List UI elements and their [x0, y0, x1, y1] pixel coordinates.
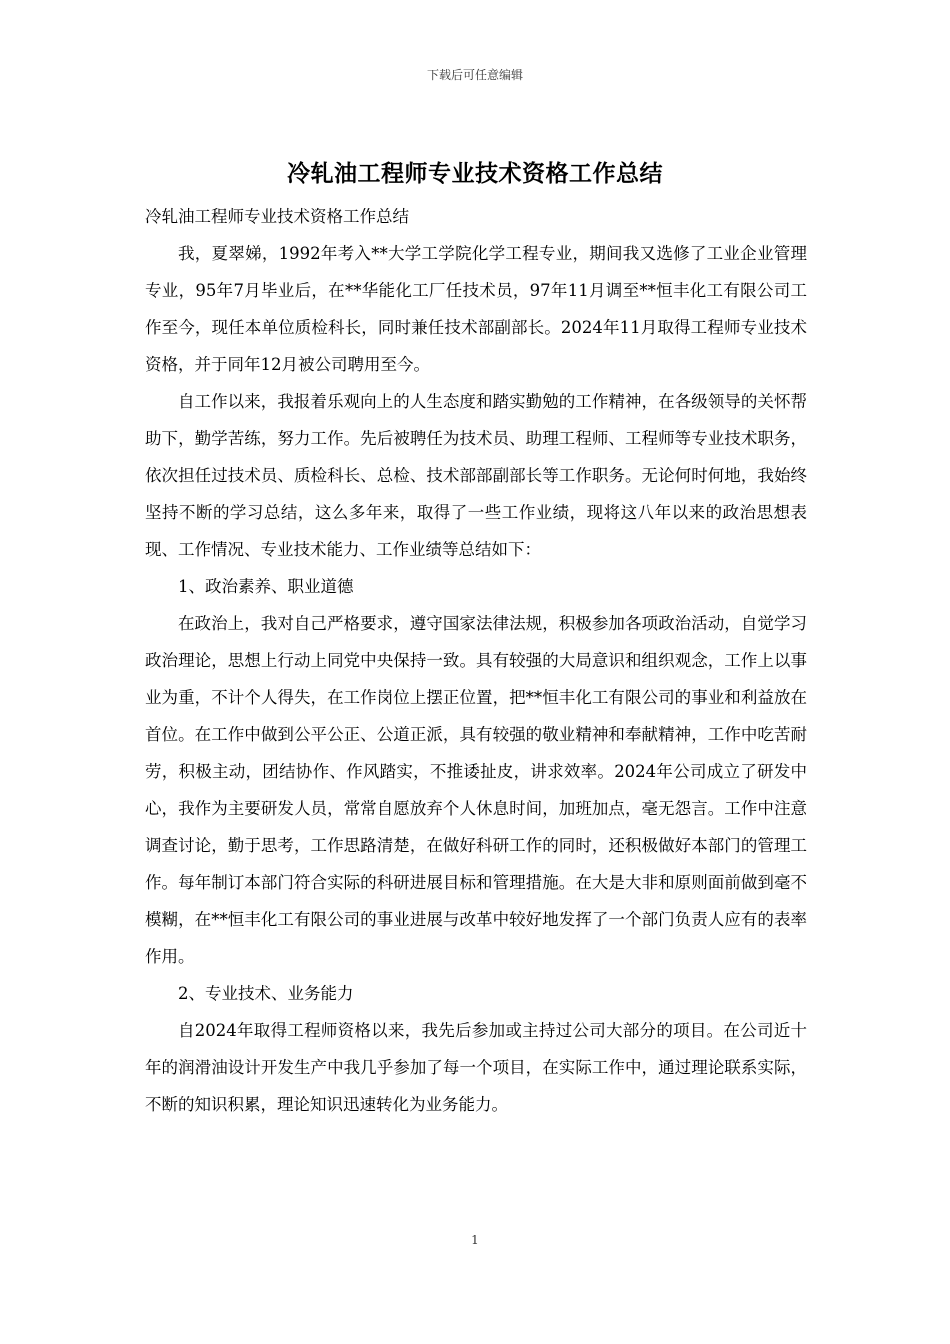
- document-title: 冷轧油工程师专业技术资格工作总结: [287, 161, 663, 187]
- body-paragraph: 自2024年取得工程师资格以来，我先后参加或主持过公司大部分的项目。在公司近十年的润滑油设计开发生产中我几乎参加了每一个项目，在实际工作中，通过理论联系实际，不断的知识积累，理论知识迅速转化为业务能力。: [145, 1021, 807, 1114]
- document-body: [145, 198, 807, 1123]
- page-number: 1: [471, 1233, 479, 1247]
- body-paragraph: 在政治上，我对自己严格要求，遵守国家法律法规，积极参加各项政治活动，自觉学习政治理论，思想上行动上同党中央保持一致。具有较强的大局意识和组织观念，工作上以事业为重，不计个人得失，在工作岗位上摆正位置，把**恒丰化工有限公司的事业和利益放在首位。在工作中做到公平公正、公道正派，具有较强的敬业精神和奉献精神，工作中吃苦耐劳，积极主动，团结协作、作风踏实，不推诿扯皮，讲求效率。2024年公司成立了研发中心，我作为主要研发人员，常常自愿放弃个人休息时间，加班加点，毫无怨言。工作中注意调查讨论，勤于思考，工作思路清楚，在做好科研工作的同时，还积极做好本部门的管理工作。每年制订本部门符合实际的科研进展目标和管理措施。在大是大非和原则面前做到毫不模糊，在**恒丰化工有限公司的事业进展与改革中较好地发挥了一个部门负责人应有的表率作用。: [145, 614, 807, 966]
- section-heading: 2、专业技术、业务能力: [178, 984, 354, 1003]
- body-paragraph: 自工作以来，我报着乐观向上的人生态度和踏实勤勉的工作精神，在各级领导的关怀帮助下，勤学苦练，努力工作。先后被聘任为技术员、助理工程师、工程师等专业技术职务，依次担任过技术员、质检科长、总检、技术部部副部长等工作职务。无论何时何地，我始终坚持不断的学习总结，这么多年来，取得了一些工作业绩，现将这八年以来的政治思想表现、工作情况、专业技术能力、工作业绩等总结如下：: [145, 392, 807, 559]
- header-note: 下载后可任意编辑: [426, 68, 523, 82]
- subtitle-paragraph: 冷轧油工程师专业技术资格工作总结: [145, 207, 409, 226]
- section-heading: 1、政治素养、职业道德: [178, 577, 354, 596]
- body-paragraph: 我，夏翠娣，1992年考入**大学工学院化学工程专业，期间我又选修了工业企业管理专业，95年7月毕业后，在**华能化工厂任技术员，97年11月调至**恒丰化工有限公司工作至今，现任本单位质检科长，同时兼任技术部副部长。2024年11月取得工程师专业技术资格，并于同年12月被公司聘用至今。: [145, 244, 807, 374]
